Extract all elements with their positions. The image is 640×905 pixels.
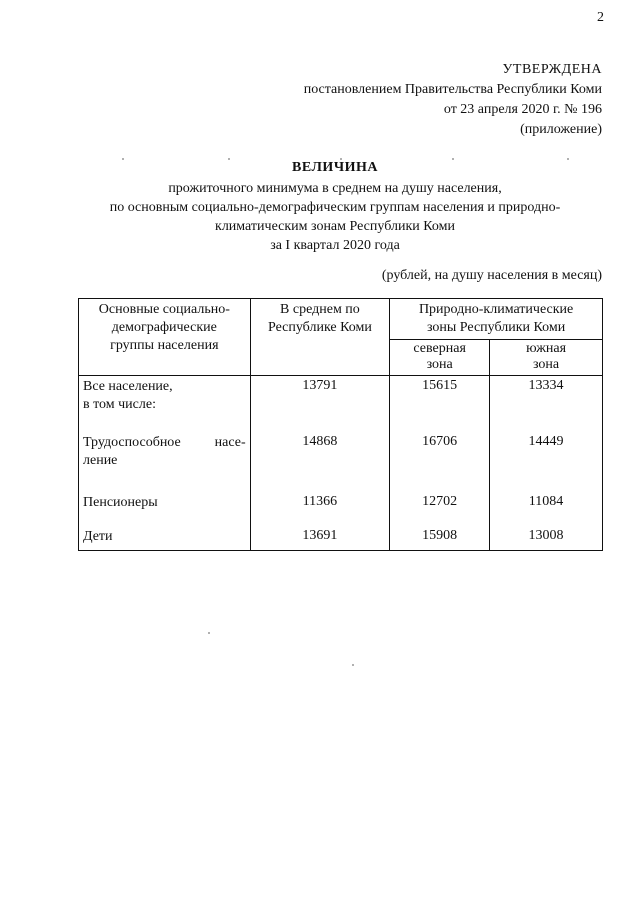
scan-speck bbox=[352, 664, 354, 666]
table-row bbox=[79, 526, 603, 551]
heading-line-4: за I квартал 2020 года bbox=[270, 238, 400, 253]
subsistence-minimum-table bbox=[78, 298, 603, 551]
table-header-row bbox=[79, 299, 603, 340]
header-groups: Основные социально-демографические группы населения bbox=[79, 299, 251, 376]
row-south: 13334 bbox=[490, 376, 603, 433]
row-north: 12702 bbox=[390, 492, 490, 526]
row-north: 15615 bbox=[390, 376, 490, 433]
group-line: в том числе: bbox=[83, 397, 156, 412]
approval-stamp: УТВЕРЖДЕНА bbox=[502, 62, 602, 77]
row-group bbox=[79, 376, 251, 433]
page-number: 2 bbox=[597, 10, 604, 25]
heading-line-2: по основным социально-демографическим группам населения и природно- bbox=[109, 200, 561, 215]
heading-line-3: климатическим зонам Республики Коми bbox=[215, 219, 455, 234]
row-south: 14449 bbox=[490, 432, 603, 492]
group-line: Все население, bbox=[83, 379, 173, 394]
approval-line-3: (приложение) bbox=[520, 122, 602, 137]
group-line: Пенсионеры bbox=[83, 495, 158, 510]
row-north: 15908 bbox=[390, 526, 490, 551]
approval-line-2: от 23 апреля 2020 г. № 196 bbox=[443, 102, 602, 117]
heading-line-1: прожиточного минимума в среднем на душу населения, bbox=[168, 181, 502, 196]
unit-note: (рублей, на душу населения в месяц) bbox=[381, 268, 602, 283]
group-word: Трудоспособное bbox=[83, 435, 181, 450]
table-row bbox=[79, 492, 603, 526]
table-row bbox=[79, 432, 603, 492]
table-row bbox=[79, 376, 603, 433]
header-average: В среднем по Республике Коми bbox=[250, 299, 390, 376]
row-group bbox=[79, 492, 251, 526]
row-north: 16706 bbox=[390, 432, 490, 492]
row-average: 14868 bbox=[250, 432, 390, 492]
document-heading bbox=[80, 160, 590, 255]
heading-title: ВЕЛИЧИНА bbox=[292, 160, 378, 175]
header-zones: Природно-климатические зоны Республики Коми bbox=[390, 299, 603, 340]
row-south: 13008 bbox=[490, 526, 603, 551]
group-line bbox=[83, 434, 246, 452]
row-average: 13691 bbox=[250, 526, 390, 551]
scan-speck bbox=[208, 632, 210, 634]
row-group bbox=[79, 526, 251, 551]
header-south-zone: южная зона bbox=[490, 340, 603, 376]
row-group bbox=[79, 432, 251, 492]
approval-line-1: постановлением Правительства Республики Коми bbox=[303, 82, 602, 97]
group-line: Дети bbox=[83, 529, 113, 544]
row-average: 11366 bbox=[250, 492, 390, 526]
approval-block bbox=[304, 60, 602, 140]
group-line: ление bbox=[83, 453, 118, 468]
row-average: 13791 bbox=[250, 376, 390, 433]
group-word: насе- bbox=[214, 435, 246, 450]
header-north-zone: северная зона bbox=[390, 340, 490, 376]
row-south: 11084 bbox=[490, 492, 603, 526]
